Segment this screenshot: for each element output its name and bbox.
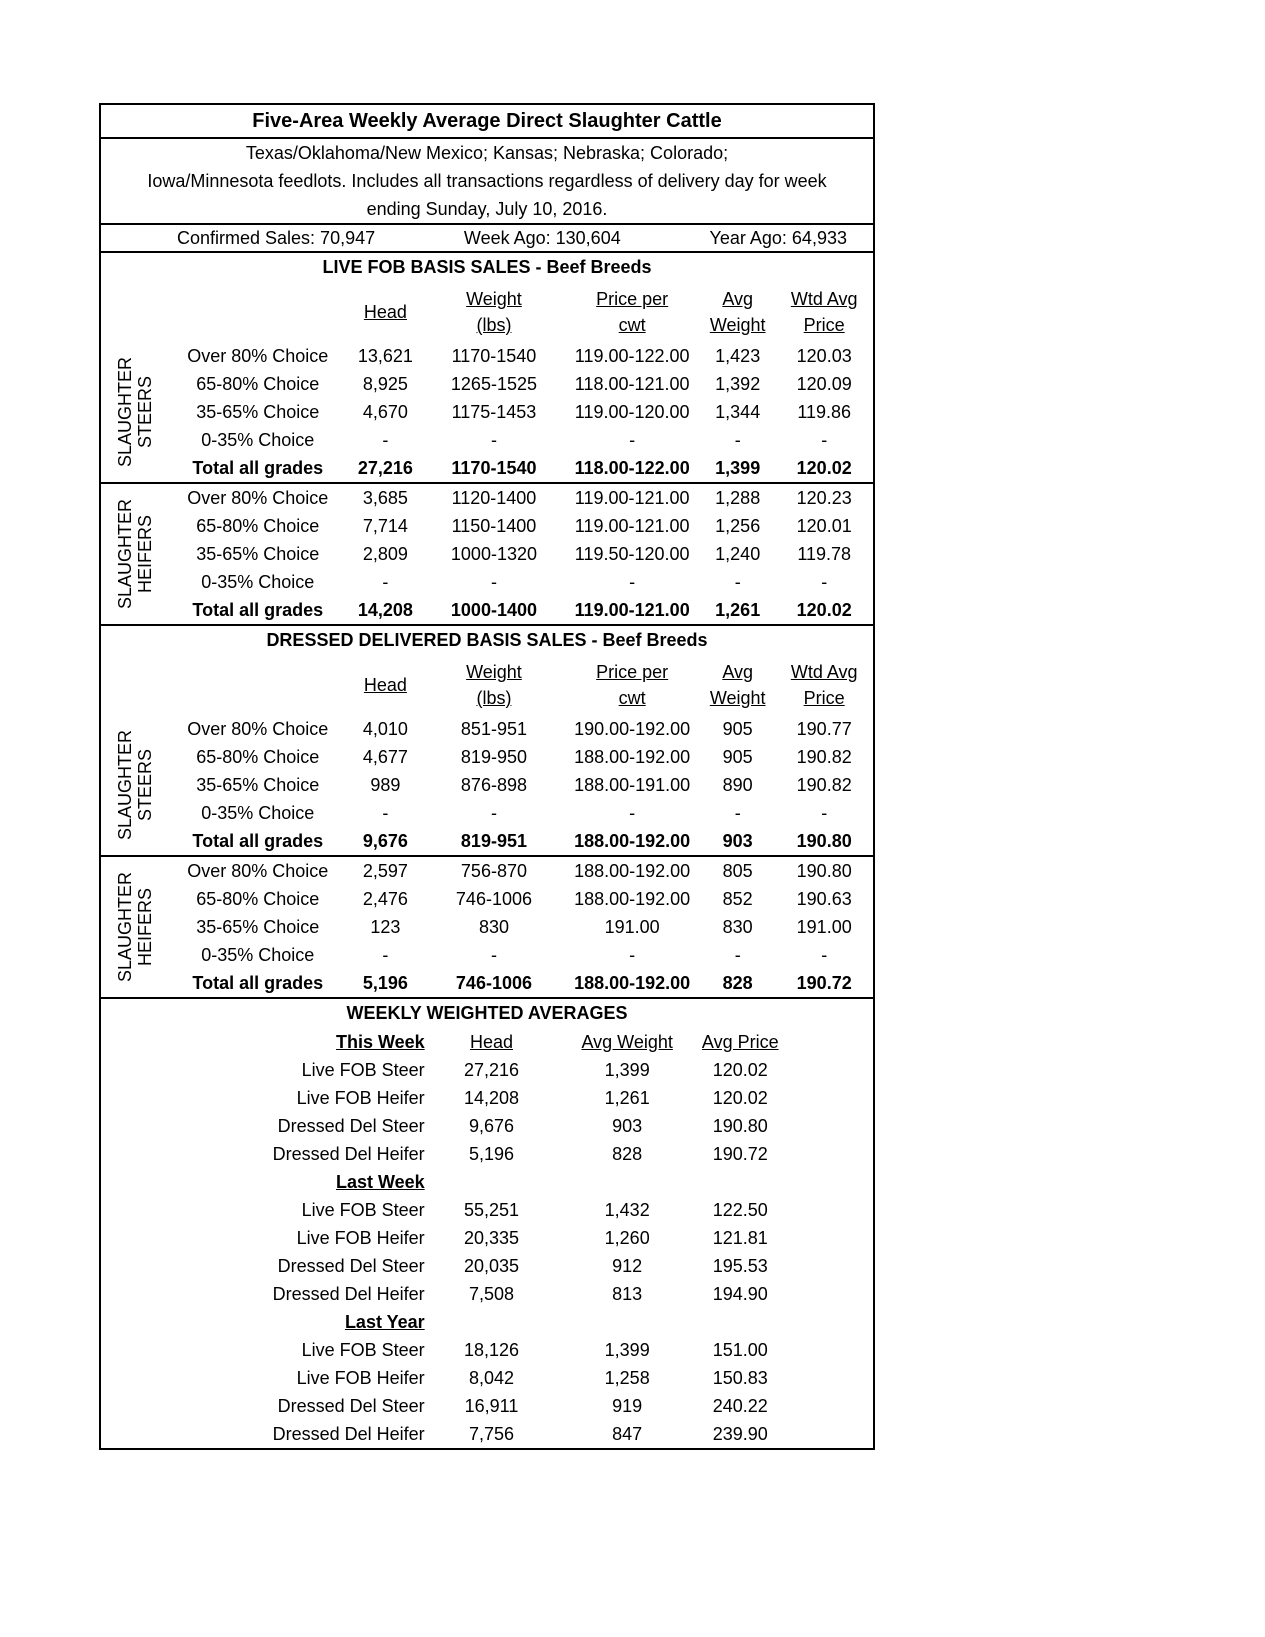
cell-category: Dressed Del Heifer [272, 1423, 425, 1444]
cell-grade: Over 80% Choice [187, 345, 329, 366]
cell-avg-weight: 805 [700, 856, 775, 885]
cell-avg-price: 195.53 [712, 1255, 768, 1276]
group-label-cell [101, 483, 168, 625]
cell-avg-weight: 1,256 [715, 515, 761, 536]
weekly-header-row [101, 1028, 873, 1056]
description-line: Iowa/Minnesota feedlots. Includes all transactions regardless of delivery day for week [147, 171, 827, 191]
cell-avg-price: 239.90 [712, 1423, 768, 1444]
cell-weight: 819-950 [460, 746, 527, 767]
cell-head: 2,476 [362, 888, 408, 909]
cell-empty [780, 1168, 873, 1196]
cell-avg-price: 150.83 [712, 1367, 768, 1388]
cell-head: 16,911 [464, 1395, 519, 1416]
week-ago-sales: Week Ago: 130,604 [463, 228, 621, 248]
dressed-section-title: DRESSED DELIVERED BASIS SALES - Beef Breeds [101, 625, 873, 655]
cell-wtd-price: 120.01 [796, 515, 852, 536]
cell-price: 119.00-121.00 [574, 599, 690, 620]
table-row [101, 1084, 873, 1112]
cell-category: Dressed Del Steer [277, 1115, 425, 1136]
table-row [101, 743, 873, 771]
col-header-head: Head [363, 301, 407, 322]
section-title-row [101, 998, 873, 1028]
cell-avg-weight: 1,240 [715, 543, 761, 564]
cell-head: 123 [370, 916, 401, 937]
cell-empty [554, 1168, 700, 1196]
cell-empty [780, 1280, 873, 1308]
cell-empty [780, 1140, 873, 1168]
cell-weight: 819-951 [460, 830, 527, 851]
col-header-weight: Weight (lbs) [466, 289, 522, 335]
description-line: Texas/Oklahoma/New Mexico; Kansas; Nebraska; Colorado; [245, 143, 729, 163]
cell-head: 20,035 [463, 1255, 520, 1276]
cell-avg-weight: 1,261 [604, 1087, 650, 1108]
cell-grade: 35-65% Choice [196, 543, 320, 564]
cell-avg-weight: 828 [612, 1143, 643, 1164]
col-header-avg-weight: Avg Weight [709, 289, 766, 335]
cell-avg-weight: 905 [722, 718, 753, 739]
table-row [101, 398, 873, 426]
cell-avg-weight: - [734, 429, 741, 450]
cell-avg-weight: 1,399 [604, 1059, 650, 1080]
cell-empty [780, 1252, 873, 1280]
cell-grade: Over 80% Choice [168, 483, 347, 512]
cell-wtd-price: 190.80 [796, 830, 852, 851]
cell-wtd-price: 120.03 [796, 345, 852, 366]
table-row [101, 799, 873, 827]
cell-avg-weight: 847 [612, 1423, 643, 1444]
cell-avg-price: 190.80 [712, 1115, 768, 1136]
cell-head: 5,196 [362, 972, 408, 993]
table-row-total [101, 969, 873, 997]
weekly-group-this-week: This Week [335, 1031, 425, 1052]
table-row [101, 771, 873, 799]
cell-weight: 1175-1453 [451, 401, 537, 422]
table-row-total [101, 454, 873, 483]
cell-head: 13,621 [357, 345, 413, 366]
cell-weight: 1120-1400 [424, 483, 565, 512]
table-row [101, 715, 873, 743]
report-description [101, 139, 873, 225]
cell-category: Dressed Del Heifer [272, 1143, 425, 1164]
cell-weight: 1000-1400 [450, 599, 537, 620]
column-header-row [101, 655, 873, 715]
cell-price: 118.00-121.00 [574, 373, 690, 394]
cell-price: 188.00-192.00 [574, 746, 691, 767]
cell-weight: 746-1006 [455, 972, 532, 993]
cell-price: 188.00-192.00 [574, 972, 691, 993]
table-row [101, 1140, 873, 1168]
cell-price: 119.00-121.00 [564, 483, 700, 512]
cell-price: - [629, 429, 636, 450]
section-title-row [101, 625, 873, 655]
cell-category: Dressed Del Steer [277, 1395, 425, 1416]
cell-price: 119.00-122.00 [574, 345, 690, 366]
cell-grade: 35-65% Choice [196, 774, 320, 795]
weekly-group-last-week: Last Week [335, 1171, 425, 1192]
cell-head: 989 [370, 774, 401, 795]
cell-weight: 1265-1525 [450, 373, 537, 394]
table-row [101, 1056, 873, 1084]
col-header-empty [101, 655, 168, 715]
cell-wtd-price: - [821, 802, 828, 823]
group-label-slaughter-heifers: SLAUGHTER HEIFERS [114, 871, 155, 983]
cell-wtd-price: 190.72 [796, 972, 852, 993]
cell-price: 190.00-192.00 [574, 718, 691, 739]
cell-avg-weight: 813 [612, 1283, 643, 1304]
group-label-cell [101, 342, 168, 483]
cell-wtd-price: 190.77 [796, 718, 852, 739]
cell-avg-weight: 1,399 [715, 457, 761, 478]
cell-avg-weight: 852 [722, 888, 753, 909]
cell-grade: 35-65% Choice [196, 916, 320, 937]
report-title: Five-Area Weekly Average Direct Slaughter Cattle [101, 105, 873, 139]
cell-price: 118.00-122.00 [574, 457, 690, 478]
cell-category: Live FOB Heifer [296, 1367, 425, 1388]
section-title-row [101, 253, 873, 282]
cell-avg-weight: 1,260 [604, 1227, 650, 1248]
cell-wtd-price: 120.09 [796, 373, 852, 394]
cell-price: 188.00-192.00 [574, 888, 691, 909]
cell-head: 3,685 [347, 483, 423, 512]
weekly-group-last-year: Last Year [344, 1311, 425, 1332]
cell-grade: 0-35% Choice [201, 802, 315, 823]
cell-avg-price: 120.02 [712, 1087, 768, 1108]
cell-grade: Over 80% Choice [168, 856, 347, 885]
table-row [101, 1420, 873, 1448]
table-row [101, 1364, 873, 1392]
cell-weight: - [490, 802, 497, 823]
weekly-section-title: WEEKLY WEIGHTED AVERAGES [101, 998, 873, 1028]
cell-grade: Over 80% Choice [187, 718, 329, 739]
cell-head: 4,670 [362, 401, 408, 422]
cell-avg-weight: 890 [722, 774, 753, 795]
cell-empty [554, 1308, 700, 1336]
cell-category: Live FOB Heifer [296, 1227, 425, 1248]
col-header-avg-price: Avg Price [701, 1031, 779, 1052]
col-header-empty [780, 1028, 873, 1056]
cell-avg-weight: 1,288 [700, 483, 775, 512]
cell-grade: 65-80% Choice [196, 746, 320, 767]
cell-grade: 0-35% Choice [201, 944, 315, 965]
table-row [101, 1196, 873, 1224]
cell-grade: Total all grades [192, 830, 324, 851]
basis-sales-table [101, 253, 873, 997]
cell-avg-weight: 1,258 [604, 1367, 650, 1388]
cell-wtd-price: 119.78 [797, 543, 852, 564]
cell-head: 9,676 [362, 830, 408, 851]
table-row [101, 512, 873, 540]
cell-empty [780, 1112, 873, 1140]
cell-head: 8,042 [468, 1367, 515, 1388]
cell-wtd-price: 190.82 [796, 774, 852, 795]
cell-wtd-price: 120.23 [775, 483, 873, 512]
col-header-avg-weight: Avg Weight [709, 662, 766, 708]
cell-price: - [629, 944, 636, 965]
cell-avg-weight: 919 [612, 1395, 643, 1416]
cell-wtd-price: 120.02 [796, 599, 852, 620]
table-row [101, 1336, 873, 1364]
cell-empty [780, 1308, 873, 1336]
column-header-row [101, 282, 873, 342]
cell-wtd-price: 190.63 [796, 888, 852, 909]
table-row [101, 1112, 873, 1140]
cell-empty [700, 1168, 780, 1196]
col-header-avg-weight: Avg Weight [581, 1031, 673, 1052]
group-label-cell [101, 856, 168, 997]
col-header-price: Price per cwt [596, 289, 669, 335]
col-header-wtd-avg-price: Wtd Avg Price [790, 289, 858, 335]
cell-empty [780, 1420, 873, 1448]
cell-category: Dressed Del Steer [277, 1255, 425, 1276]
cell-weight: 1170-1540 [451, 457, 537, 478]
year-ago-sales: Year Ago: 64,933 [709, 228, 847, 248]
table-row [101, 913, 873, 941]
cell-avg-weight: 905 [722, 746, 753, 767]
cell-empty [429, 1308, 555, 1336]
cell-weight: - [490, 571, 497, 592]
table-row [101, 1224, 873, 1252]
col-header-empty [168, 655, 347, 715]
col-header-weight: Weight (lbs) [466, 662, 522, 708]
cell-empty [780, 1336, 873, 1364]
cell-head: 27,216 [357, 457, 413, 478]
cell-grade: Total all grades [192, 972, 324, 993]
cell-avg-weight: 830 [722, 916, 753, 937]
table-row-total [101, 596, 873, 625]
cell-weight: 1000-1320 [450, 543, 537, 564]
cell-avg-weight: 1,399 [604, 1339, 650, 1360]
cell-wtd-price: 190.80 [775, 856, 873, 885]
cell-grade: 0-35% Choice [201, 429, 315, 450]
col-header-empty [168, 282, 347, 342]
cell-empty [780, 1056, 873, 1084]
cell-grade: 65-80% Choice [196, 888, 320, 909]
cell-avg-price: 151.00 [712, 1339, 768, 1360]
cell-avg-weight: - [734, 802, 741, 823]
cell-avg-weight: 1,392 [715, 373, 761, 394]
table-row [101, 568, 873, 596]
cell-avg-weight: 828 [722, 972, 753, 993]
cell-avg-price: 190.72 [712, 1143, 768, 1164]
table-row [101, 342, 873, 370]
cell-wtd-price: 119.86 [797, 401, 852, 422]
cell-head: 8,925 [362, 373, 408, 394]
cell-head: - [382, 802, 389, 823]
cell-head: 14,208 [357, 599, 413, 620]
cell-avg-weight: 1,423 [715, 345, 761, 366]
cell-price: 119.00-120.00 [574, 401, 690, 422]
cell-head: 2,809 [362, 543, 408, 564]
cell-grade: Total all grades [192, 457, 324, 478]
cell-head: 7,508 [468, 1283, 515, 1304]
cell-head: 55,251 [463, 1199, 520, 1220]
cell-weight: - [490, 944, 497, 965]
cell-grade: 35-65% Choice [196, 401, 320, 422]
cell-weight: 746-1006 [455, 888, 532, 909]
cell-avg-weight: 1,344 [715, 401, 761, 422]
table-row-total [101, 827, 873, 856]
cell-price: 119.50-120.00 [574, 543, 690, 564]
cell-weight: 876-898 [460, 774, 527, 795]
cell-wtd-price: 120.02 [796, 457, 852, 478]
cell-head: 7,714 [362, 515, 408, 536]
cell-weight: 756-870 [424, 856, 565, 885]
cell-avg-weight: - [734, 944, 741, 965]
cell-wtd-price: - [821, 571, 828, 592]
cell-avg-price: 120.02 [712, 1059, 768, 1080]
cell-empty [780, 1224, 873, 1252]
table-row [101, 1280, 873, 1308]
cell-price: 188.00-192.00 [564, 856, 700, 885]
cell-avg-weight: 1,432 [604, 1199, 650, 1220]
cell-price: - [629, 571, 636, 592]
cell-head: 7,756 [468, 1423, 515, 1444]
cell-grade: 65-80% Choice [196, 373, 320, 394]
cell-empty [780, 1084, 873, 1112]
cell-price: 188.00-191.00 [574, 774, 691, 795]
cell-head: 18,126 [463, 1339, 520, 1360]
cell-head: 5,196 [468, 1143, 515, 1164]
cell-price: 191.00 [604, 916, 660, 937]
cell-avg-weight: 912 [612, 1255, 643, 1276]
cell-avg-price: 121.81 [712, 1227, 768, 1248]
weekly-group-row [101, 1308, 873, 1336]
col-header-empty [101, 282, 168, 342]
cell-weight: 1150-1400 [451, 515, 537, 536]
table-row [101, 941, 873, 969]
cell-empty [780, 1196, 873, 1224]
col-header-price: Price per cwt [596, 662, 669, 708]
table-row [101, 1252, 873, 1280]
cell-grade: 65-80% Choice [196, 515, 320, 536]
weekly-group-row [101, 1168, 873, 1196]
cell-avg-price: 194.90 [712, 1283, 768, 1304]
market-report [99, 103, 875, 1450]
confirmed-sales: Confirmed Sales: 70,947 [177, 228, 376, 248]
cell-head: 4,677 [362, 746, 408, 767]
dressed-delivered-section [101, 625, 873, 997]
cell-head: 4,010 [362, 718, 408, 739]
table-row [101, 1392, 873, 1420]
col-header-wtd-avg-price: Wtd Avg Price [790, 662, 858, 708]
cell-empty [780, 1364, 873, 1392]
col-header-head: Head [363, 674, 407, 695]
cell-grade: 0-35% Choice [201, 571, 315, 592]
cell-price: - [629, 802, 636, 823]
cell-category: Live FOB Heifer [296, 1087, 425, 1108]
table-row [101, 483, 873, 512]
cell-head: - [382, 571, 389, 592]
cell-head: 14,208 [463, 1087, 520, 1108]
weekly-averages-table [101, 997, 873, 1448]
cell-avg-price: 240.22 [712, 1395, 768, 1416]
cell-weight: 851-951 [460, 718, 527, 739]
live-fob-section [101, 253, 873, 625]
sales-summary-row [101, 225, 873, 253]
description-line: ending Sunday, July 10, 2016. [366, 199, 608, 219]
cell-wtd-price: 190.82 [796, 746, 852, 767]
group-label-cell [101, 715, 168, 856]
cell-head: 27,216 [463, 1059, 520, 1080]
cell-weight: - [490, 429, 497, 450]
cell-grade: Total all grades [192, 599, 324, 620]
table-row [101, 426, 873, 454]
cell-wtd-price: 191.00 [796, 916, 852, 937]
col-header-head: Head [469, 1031, 513, 1052]
cell-avg-weight: 1,261 [715, 599, 761, 620]
table-row [101, 885, 873, 913]
group-label-slaughter-steers: SLAUGHTER STEERS [114, 356, 155, 468]
cell-avg-weight: 903 [722, 830, 753, 851]
table-row [101, 370, 873, 398]
cell-avg-weight: - [734, 571, 741, 592]
live-section-title: LIVE FOB BASIS SALES - Beef Breeds [322, 257, 652, 277]
cell-weight: 1170-1540 [451, 345, 537, 366]
cell-price: 119.00-121.00 [574, 515, 690, 536]
cell-head: 2,597 [347, 856, 423, 885]
cell-head: - [382, 429, 389, 450]
cell-category: Live FOB Steer [301, 1199, 425, 1220]
cell-head: - [382, 944, 389, 965]
cell-category: Dressed Del Heifer [272, 1283, 425, 1304]
cell-category: Live FOB Steer [301, 1059, 425, 1080]
group-label-slaughter-steers: SLAUGHTER STEERS [114, 729, 155, 841]
cell-price: 188.00-192.00 [574, 830, 691, 851]
cell-weight: 830 [478, 916, 509, 937]
cell-wtd-price: - [821, 944, 828, 965]
cell-empty [780, 1392, 873, 1420]
cell-wtd-price: - [821, 429, 828, 450]
table-row [101, 540, 873, 568]
cell-head: 9,676 [468, 1115, 515, 1136]
cell-avg-price: 122.50 [712, 1199, 768, 1220]
cell-category: Live FOB Steer [301, 1339, 425, 1360]
group-label-slaughter-heifers: SLAUGHTER HEIFERS [114, 498, 155, 610]
table-row [101, 856, 873, 885]
cell-avg-weight: 903 [612, 1115, 643, 1136]
cell-head: 20,335 [463, 1227, 520, 1248]
cell-empty [700, 1308, 780, 1336]
cell-empty [429, 1168, 555, 1196]
